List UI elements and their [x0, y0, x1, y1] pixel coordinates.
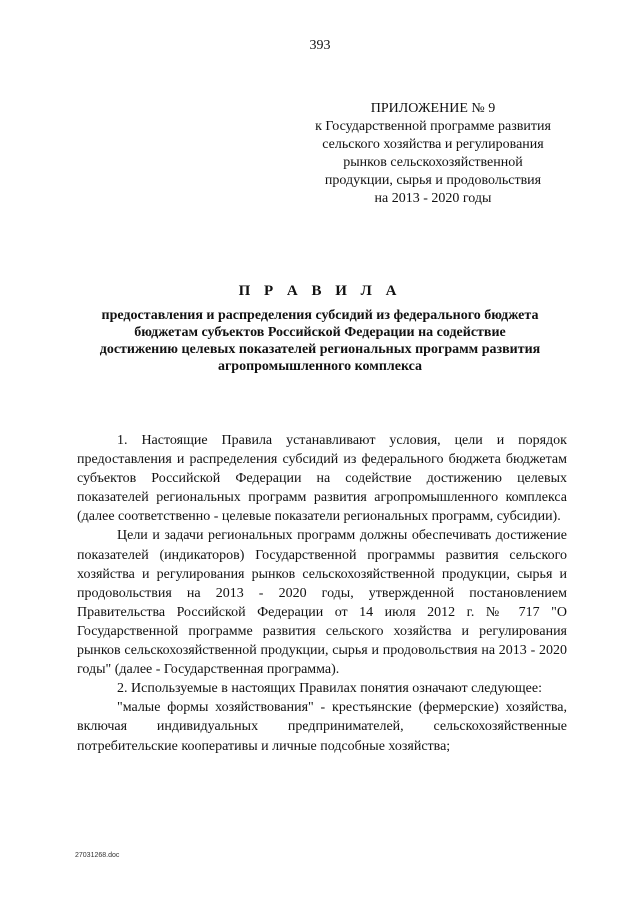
footer-filename: 27031268.doc — [75, 852, 120, 859]
page-number: 393 — [309, 38, 331, 53]
document-title: П Р А В И Л А — [238, 283, 402, 299]
document-subtitle — [60, 307, 580, 375]
document-body — [77, 431, 567, 756]
appendix-line: сельского хозяйства и регулирования — [322, 137, 544, 152]
body-paragraph: "малые формы хозяйствования" - крестьянские (фермерские) хозяйства, включая индивидуальных предпринимателей, сельскохозяйственные потребительские кооперативы и личные подсобные хозяйства; — [77, 700, 567, 754]
appendix-line: рынков сельскохозяйственной — [343, 155, 523, 170]
body-paragraph: 1. Настоящие Правила устанавливают условия, цели и порядок предоставления и распределения субсидий из федерального бюджета бюджетам субъектов Российской Федерации на содействие достижению целевых показателей региональных программ развития агропромышленного комплекса (далее соответственно - целевые показатели региональных программ, субсидии). — [77, 433, 567, 525]
appendix-line: продукции, сырья и продовольствия — [324, 173, 542, 188]
appendix-line: на 2013 - 2020 годы — [374, 191, 492, 206]
body-paragraph: Цели и задачи региональных программ должны обеспечивать достижение показателей (индикаторов) Государственной программы развития сельского хозяйства и регулирования рынков сельскохозяйственной продукции, сырья и продовольствия на 2013 - 2020 годы, утвержденной постановлением Правительства Российской Федерации от 14 июля 2012 г. № 717 "О Государственной программе развития сельского хозяйства и регулирования рынков сельскохозяйственной продукции, сырья и продовольствия на 2013 - 2020 годы" (далее - Государственная программа). — [77, 528, 567, 678]
subtitle-line: достижению целевых показателей региональных программ развития — [99, 342, 541, 357]
subtitle-line: бюджетам субъектов Российской Федерации на содействие — [134, 325, 506, 340]
appendix-title: ПРИЛОЖЕНИЕ № 9 — [370, 101, 496, 116]
body-paragraph: 2. Используемые в настоящих Правилах понятия означают следующее: — [117, 681, 542, 697]
subtitle-line: предоставления и распределения субсидий из федерального бюджета — [101, 308, 539, 323]
appendix-line: к Государственной программе развития — [315, 119, 551, 134]
appendix-header — [298, 100, 568, 208]
subtitle-line: агропромышленного комплекса — [217, 359, 423, 374]
